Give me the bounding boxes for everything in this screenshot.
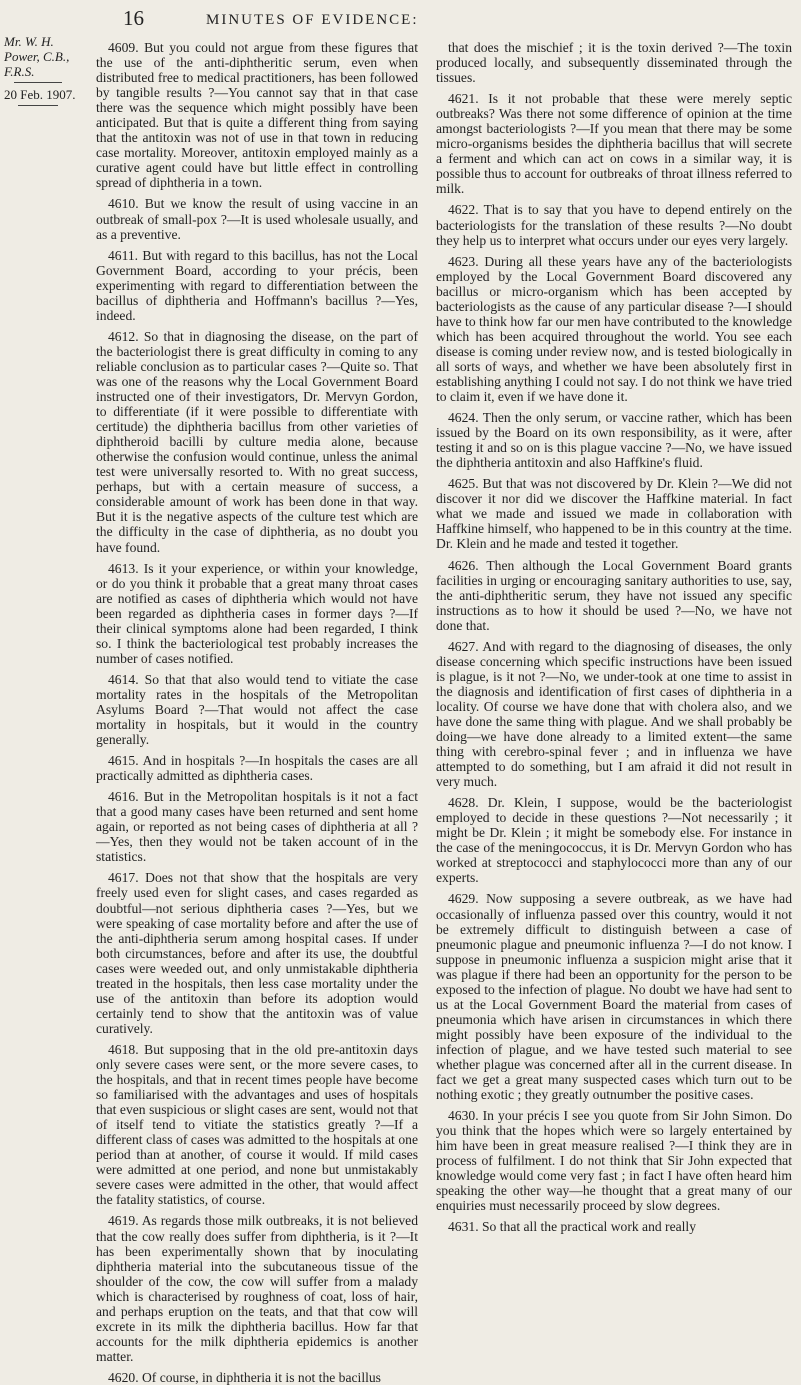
- evidence-paragraph: 4619. As regards those milk outbreaks, it is not believed that the cow really does suffer from diphtheria, is it ?—It has been experimentally shown that by inoculating diphtheria material into the subcutaneous tissue of the shoulder of the cow, the cow will suffer from a malady which is characterised by roughness of coat, loss of hair, and perhaps eruption on the teats, and that that cow will excrete in its milk the diphtheria bacillus. How far that accounts for the milk diphtheria epidemics is another matter.: [96, 1213, 418, 1364]
- evidence-paragraph: 4628. Dr. Klein, I suppose, would be the bacteriologist employed to decide in these questions ?—Not necessarily ; it might be Dr. Klein ; it might be somebody else. For instance in the case of the meningococcus, it is Dr. Mervyn Gordon who has worked at streptococci and staphylococci more than any of our experts.: [436, 795, 792, 886]
- evidence-paragraph: 4616. But in the Metropolitan hospitals is it not a fact that a good many cases have been returned and sent home again, or reported as not being cases of diphtheria at all ?—Yes, then they would not be taken account of in the statistics.: [96, 789, 418, 865]
- date-rule: [18, 105, 58, 106]
- evidence-paragraph: 4618. But supposing that in the old pre-antitoxin days only severe cases were sent, or the more severe cases, to the hospitals, and that in recent times people have become so familiarised with the advantages and uses of hospitals that even suspicious or slight cases are sent, would not that of itself tend to vitiate the statistics greatly ?—If a different class of cases was admitted to the hospitals at one period than at another, of course it would. If mild cases were admitted at one period, and none but unmistakably severe cases were admitted in the other, that would affect the fatality statistics, of course.: [96, 1041, 418, 1208]
- evidence-paragraph: 4627. And with regard to the diagnosing of diseases, the only disease concerning which specific instructions have been issued is plague, is it not ?—No, we under-took at one time to assist in the diagnosis and identification of first cases of diphtheria in a locality. Of course we have done that with cholera also, and we have done the same thing with plague. And we shall probably be doing—we have done already to a limited extent—the same thing with cerebro-spinal fever ; and in influenza we have attempted to do something, but I am afraid it did not result in very much.: [436, 638, 792, 790]
- evidence-paragraph: 4613. Is it your experience, or within your knowledge, or do you think it probable that a great many throat cases are notified as cases of diphtheria which would not have been regarded as diphtheria cases in former days ?—If their clinical symptoms alone had been regarded, I think so. I think the bacteriological test probably increases the number of cases notified.: [96, 560, 418, 666]
- evidence-paragraph: 4622. That is to say that you have to depend entirely on the bacteriologists for the translation of these results ?—No doubt they help us to interpret what occurs under our eyes very largely.: [436, 202, 792, 248]
- evidence-paragraph: 4617. Does not that show that the hospitals are very freely used even for slight cases, and cases regarded as doubtful—not serious diphtheria cases ?—Yes, but we were speaking of case mortality before and after the use of the anti-diphtheria serum among hospital cases. If under both circumstances, before and after its use, the doubtful cases were weeded out, and only unmistakable diphtheria treated in the hospitals, then less case mortality under the use of the antitoxin than before its adoption would certainly tend to show that the antitoxin was of value curatively.: [96, 870, 418, 1036]
- evidence-paragraph: 4610. But we know the result of using vaccine in an outbreak of small-pox ?—It is used wholesale usually, and as a preventive.: [96, 196, 418, 242]
- evidence-paragraph: 4609. But you could not argue from these figures that the use of the anti-diphtheritic serum, even when distributed free to medical practitioners, has been followed by tangible results ?—You cannot say that in that case there was the sequence which might possibly have been anticipated. But that is quite a different thing from saying that the antitoxin was not of use in that town in reducing case mortality. Moreover, antitoxin employed mainly as a curative agent could have but little effect in controlling spread of diphtheria in a town.: [96, 40, 418, 191]
- running-title: MINUTES OF EVIDENCE:: [206, 12, 419, 28]
- left-column: [96, 40, 418, 1385]
- evidence-paragraph: 4629. Now supposing a severe outbreak, as we have had occasionally of influenza passed over this country, would it not be extremely difficult to distinguish between a case of pneumonic plague and pneumonic influenza ?—I do not know. I suppose in pneumonic influenza a suspicion might arise that it was plague if there had been an opportunity for the person to be exposed to the infection of plague. No doubt we have had sent to us at the Local Government Board the material from cases of pneumonia which have arisen in circumstances in which there might possibly have been exposure of the individual to the infection of plague, and we have tested such material to see whether plague was concerned after all in the current disease. In fact we get a great many suspected cases which turn out to be nothing exotic ; they greatly outnumber the positive cases.: [436, 891, 792, 1103]
- evidence-paragraph: 4615. And in hospitals ?—In hospitals the cases are all practically admitted as diphtheria cases.: [96, 753, 418, 784]
- page-number: 16: [123, 6, 144, 30]
- witness-rule: [14, 82, 62, 83]
- witness-name: Mr. W. H. Power, C.B., F.R.S.: [4, 34, 70, 79]
- evidence-paragraph: 4624. Then the only serum, or vaccine rather, which has been issued by the Board on its own responsibility, as it were, after testing it and so on is this plague vaccine ?—No, we have issued the diphtheria antitoxin and also Haffkine's fluid.: [436, 410, 792, 471]
- evidence-paragraph: 4612. So that in diagnosing the disease, on the part of the bacteriologist there is great difficulty in coming to any reliable conclusion as to particular cases ?—Quite so. That was one of the reasons why the Local Government Board instructed one of their investigators, Dr. Mervyn Gordon, to differentiate (if it were possible to differentiate with certitude) the diphtheria bacillus from other varieties of diphtheroid bacilli by culture media alone, because otherwise the confusion would continue, unless the animal test were universally resorted to. With no great success, perhaps, but with a certain measure of success, a considerable amount of work has been done in that way. But it is the negative aspects of the culture test which are the difficulty in the case of diphtheria, as no doubt you have found.: [96, 328, 418, 555]
- margin-note: [4, 34, 84, 106]
- evidence-paragraph: that does the mischief ; it is the toxin derived ?—The toxin produced locally, and subsequently disseminated through the tissues.: [436, 40, 792, 86]
- evidence-paragraph: 4623. During all these years have any of the bacteriologists employed by the Local Government Board discovered any bacillus or micro-organism which has been accepted by bacteriologists as the cause of any particular disease ?—I should have to think how far our men have contributed to the knowledge which has been acquired throughout the world. You see each disease is coming under review now, and is tested biologically in all sorts of ways, and whether we have been absolutely first in establishing anything I could not say. I do not think we have tried to claim it, even if we have done it.: [436, 253, 792, 405]
- page-header: [0, 6, 801, 36]
- hearing-date: 20 Feb. 1907.: [4, 87, 76, 102]
- evidence-paragraph: 4614. So that that also would tend to vitiate the case mortality rates in the hospitals of the Metropolitan Asylums Board ?—That would not affect the case mortality in hospitals, but it would in the country generally.: [96, 671, 418, 748]
- right-column: [436, 40, 792, 1366]
- evidence-paragraph: 4631. So that all the practical work and really: [448, 1219, 697, 1235]
- evidence-paragraph: 4611. But with regard to this bacillus, has not the Local Government Board, according to your précis, been experimenting with regard to differentiation between the bacillus of diphtheria and Hoffmann's bacillus ?—Yes, indeed.: [96, 247, 418, 323]
- evidence-paragraph: 4626. Then although the Local Government Board grants facilities in urging or encouraging sanitary authorities to use, say, the anti-diphtheritic serum, they have not issued any specific instructions as to how it should be used ?—No, we have not done that.: [436, 557, 792, 633]
- evidence-paragraph: 4621. Is it not probable that these were merely septic outbreaks? Was there not some difference of opinion at the time amongst bacteriologists ?—If you mean that there may be some micro-organisms besides the diphtheria bacillus that will secrete a ferment and which can act on cows in a similar way, it is possible thus to account for outbreaks of throat illness referred to milk.: [436, 91, 792, 197]
- evidence-paragraph: 4625. But that was not discovered by Dr. Klein ?—We did not discover it nor did we discover the Haffkine material. In fact what we made and issued we made in collaboration with Haffkine himself, who happened to be in this country at the time. Dr. Klein and he made and tested it together.: [436, 476, 792, 552]
- evidence-paragraph: 4620. Of course, in diphtheria it is not the bacillus: [108, 1369, 381, 1385]
- evidence-paragraph: 4630. In your précis I see you quote from Sir John Simon. Do you think that the hopes which were so largely entertained by him have been in great measure realised ?—I think they are in process of fulfilment. I do not think that Sir John expected that knowledge would come very fast ; in fact I have often heard him speaking the other way—he thought that a great many of our enquiries must necessarily proceed by slow degrees.: [436, 1108, 792, 1214]
